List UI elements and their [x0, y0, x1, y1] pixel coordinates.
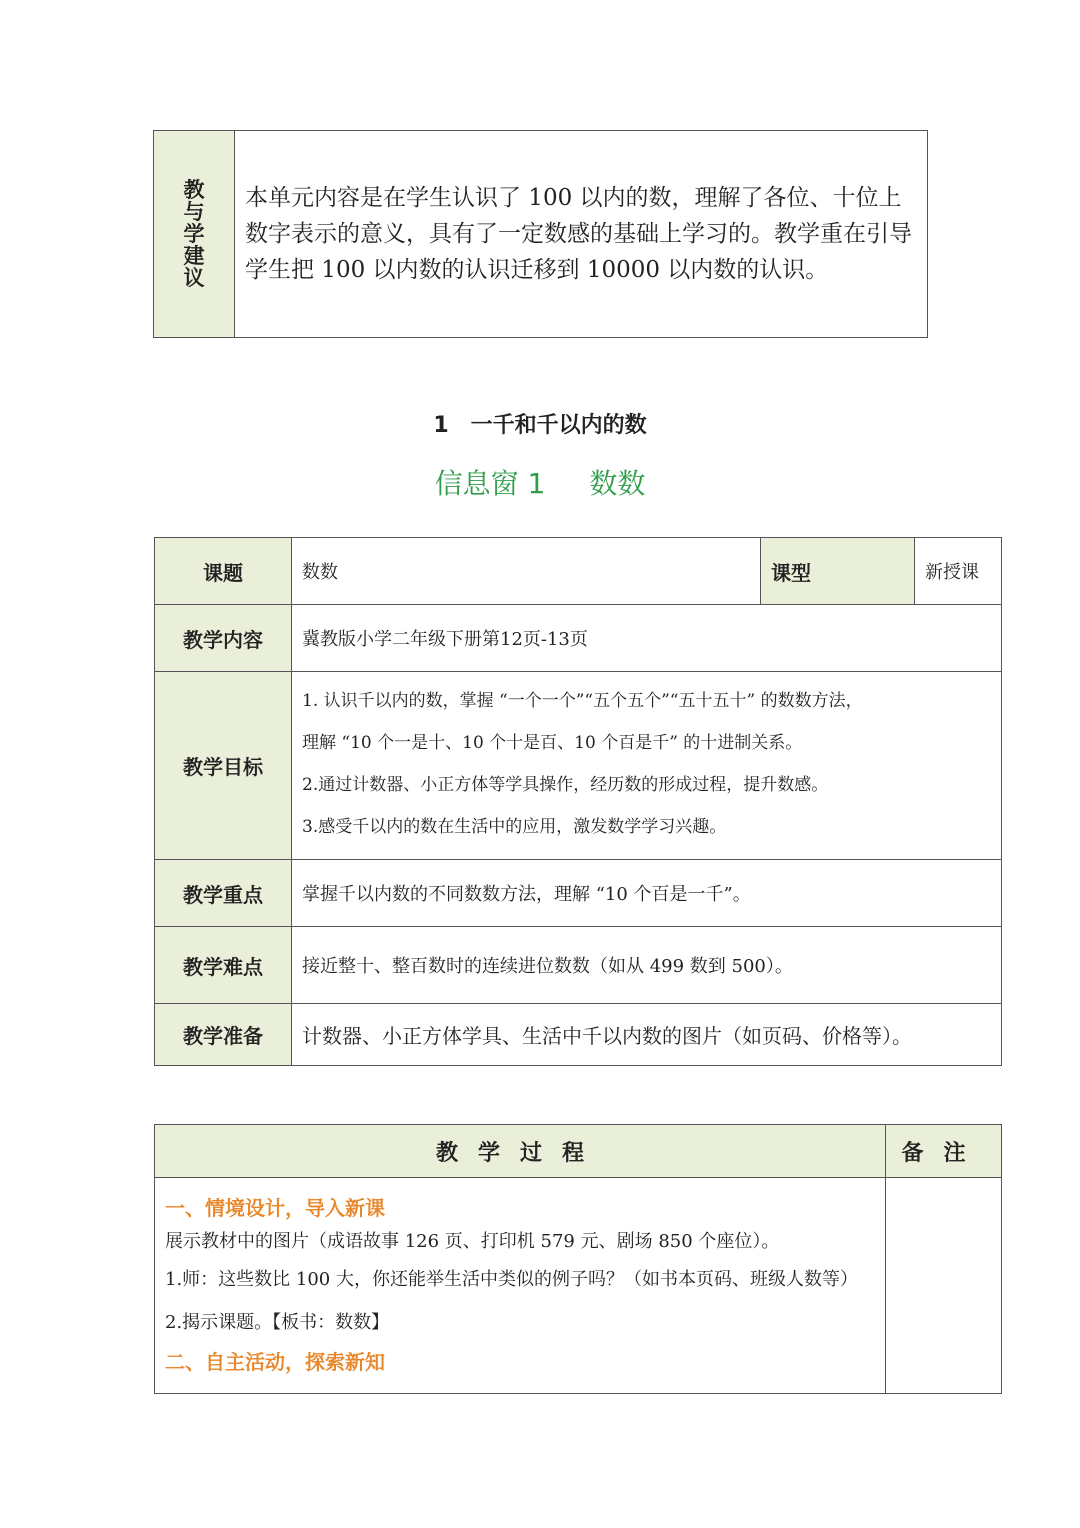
process-content — [155, 1178, 886, 1394]
process-header: 教学过程 — [155, 1125, 886, 1178]
type-label: 课型 — [761, 538, 915, 605]
type-value: 新授课 — [915, 538, 1002, 605]
content-value: 冀教版小学二年级下册第12页-13页 — [292, 605, 1002, 672]
key-label: 教学重点 — [155, 860, 292, 927]
suggestion-text: 本单元内容是在学生认识了 100 以内的数，理解了各位、十位上数字表示的意义，具有了一定数感的基础上学习的。教学重在引导学生把 100 以内数的认识迁移到 10000 以内数的认识。 — [235, 131, 928, 338]
info-window-subject: 数数 — [589, 467, 646, 500]
goal-line: 2.通过计数器、小正方体等学具操作，经历数的形成过程，提升数感。 — [302, 775, 829, 795]
goals-label: 教学目标 — [155, 672, 292, 860]
difficulty-value: 接近整十、整百数时的连续进位数数（如从 499 数到 500）。 — [292, 927, 1002, 1004]
goals-list — [292, 672, 1002, 860]
info-window-label: 信息窗 1 — [434, 467, 546, 500]
notes-cell — [886, 1178, 1002, 1394]
section-heading: 二、自主活动，探索新知 — [165, 1350, 385, 1374]
process-line: 2.揭示课题。【板书：数数】 — [165, 1312, 390, 1333]
teaching-process-table — [154, 1124, 1002, 1394]
suggestion-label: 教与学建议 — [183, 178, 205, 290]
lesson-number: 1 — [433, 413, 449, 438]
suggestion-label-cell — [154, 131, 235, 338]
lesson-name: 一千和千以内的数 — [470, 413, 647, 438]
prep-value: 计数器、小正方体学具、生活中千以内数的图片（如页码、价格等）。 — [292, 1004, 1002, 1066]
goal-line: 1. 认识千以内的数，掌握 “一个一个”“五个五个”“五十五十” 的数数方法， — [302, 691, 863, 711]
section-heading: 一、情境设计，导入新课 — [165, 1196, 385, 1220]
process-line: 1.师：这些数比 100 大，你还能举生活中类似的例子吗？（如书本页码、班级人数等） — [165, 1269, 858, 1290]
lesson-title — [0, 408, 1080, 439]
info-window-title — [0, 462, 1080, 502]
process-line: 展示教材中的图片（成语故事 126 页、打印机 579 元、剧场 850 个座位）。 — [165, 1231, 780, 1252]
topic-value: 数数 — [292, 538, 761, 605]
key-value: 掌握千以内数的不同数数方法，理解 “10 个百是一千”。 — [292, 860, 1002, 927]
content-label: 教学内容 — [155, 605, 292, 672]
lesson-info-table — [154, 537, 1002, 1066]
goal-line: 3.感受千以内的数在生活中的应用，激发数学学习兴趣。 — [302, 817, 727, 837]
prep-label: 教学准备 — [155, 1004, 292, 1066]
goal-line: 理解 “10 个一是十、10 个十是百、10 个百是千” 的十进制关系。 — [302, 733, 803, 753]
topic-label: 课题 — [155, 538, 292, 605]
difficulty-label: 教学难点 — [155, 927, 292, 1004]
notes-header: 备注 — [886, 1125, 1002, 1178]
suggestion-table — [153, 130, 928, 338]
